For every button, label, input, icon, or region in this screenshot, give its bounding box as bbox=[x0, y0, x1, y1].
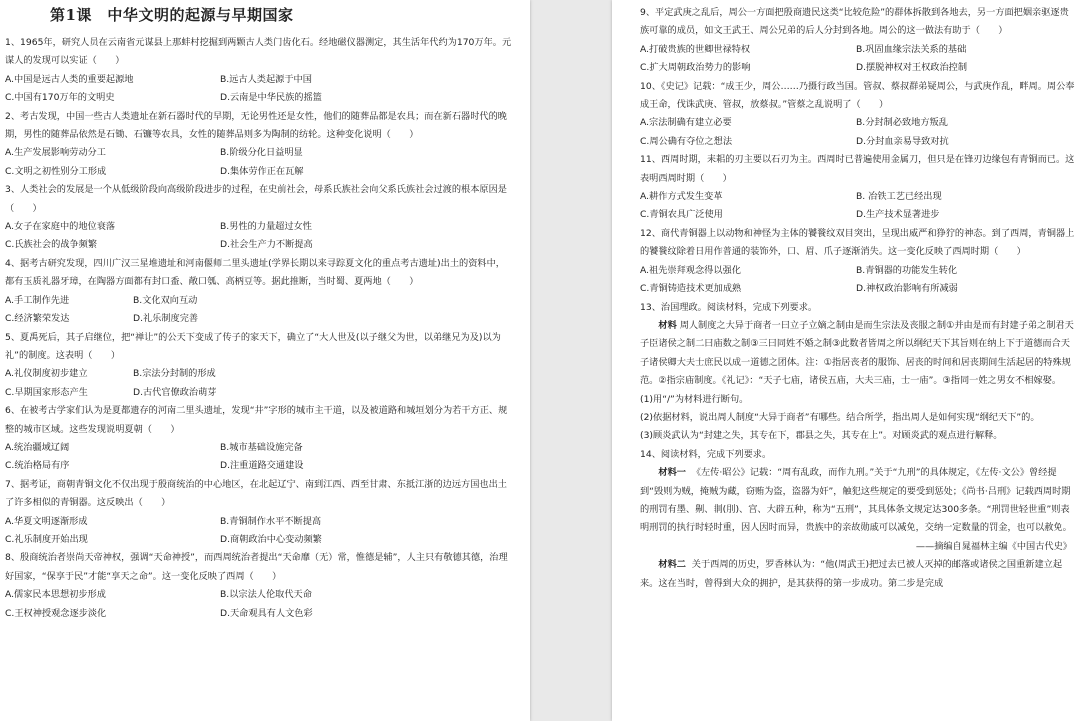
right-page-content bbox=[640, 4, 1076, 593]
question-stem: 9、平定武庚之乱后，周公一方面把殷商遗民这类“比较危险”的群体拆散到各地去，另一方面把姻亲驱逐贵族可靠的成员，如文王武王、周公兄弟的后人分封到各地。周公的这一做法有助于（ ） bbox=[640, 7, 1069, 37]
answer-option[interactable]: A.手工制作先进 bbox=[5, 294, 70, 306]
answer-options bbox=[640, 188, 1076, 225]
answer-option[interactable]: B.以宗法人伦取代天命 bbox=[220, 589, 312, 601]
question-item bbox=[5, 181, 513, 255]
answer-option[interactable]: C.中国有170万年的文明史 bbox=[5, 92, 115, 104]
answer-option[interactable]: B.文化双向互动 bbox=[133, 294, 198, 306]
question-stem: 12、商代青铜器上以动物和神怪为主体的饕餮纹双目突出，呈现出威严和狰狞的神态。到了西周，青铜器上的饕餮纹除着日用作普通的装饰外，口、眉、爪子逐渐消失。这一变化反映了西周时期（ ） bbox=[640, 227, 1075, 258]
material-1-text: 《左传·昭公》记载：“周有乱政，而作九刑。”关于“九刑”的具体规定，《左传·文公》曾经提到“毁则为贼，掩贼为藏，窃贿为盗，盗器为奸”，触犯这些规定的要受到惩处；《尚书·吕刑》记载西周时期的刑罚有墨、劓、剕(刖)、宫、大辟五种，称为“五刑”，其具体条文规定达300多条。“刑罚世轻世重”则表明刑罚的执行时轻时重，因人因时而异，贵族中的亲故勋戚可以减免，交纳一定数量的罚金，也可以赦免。 bbox=[640, 467, 1072, 534]
material-1-citation: ——摘编自晁福林主编《中国古代史》 bbox=[915, 540, 1072, 552]
answer-option[interactable]: B.青铜器的功能发生转化 bbox=[856, 264, 958, 276]
answer-option[interactable]: C.扩大周朝政治势力的影响 bbox=[640, 62, 751, 74]
answer-option[interactable]: A.打破贵族的世卿世禄特权 bbox=[640, 43, 751, 55]
material-2-text: 关于西周的历史，罗香林认为：“他(周武王)把过去已被人灭掉的邮落或诸侯之国重新建立起来。这在当时，曾得到大众的拥护，是其获得的第一步成功。第二步是完成 bbox=[640, 559, 1063, 589]
answer-option[interactable]: A.生产发展影响劳动分工 bbox=[5, 147, 106, 159]
question-13-material bbox=[640, 317, 1076, 391]
answer-option[interactable]: C.统治格局有序 bbox=[5, 460, 70, 472]
answer-option[interactable]: D.分封血亲易导致对抗 bbox=[856, 135, 949, 147]
answer-option[interactable]: A.统治疆域辽阔 bbox=[5, 441, 70, 453]
answer-option[interactable]: D.社会生产力不断提高 bbox=[220, 239, 313, 251]
answer-option[interactable]: D.集体劳作正在瓦解 bbox=[220, 165, 304, 177]
material-text: 周人制度之大异于商者一曰立子立嫡之制由是而生宗法及丧服之制①并由是而有封建子弟之制君天子臣诸侯之制二曰庙数之制③三曰同姓不婚之制③此数者皆周之所以纲纪天下其旨则在纳上下于道德而合天子诸侯卿大夫士庶民以成一道德之团体。注：①指居丧者的服饰、居丧的时间和居丧期间生活起居的特殊规范。②指宗庙制度。《礼记》：“天子七庙，诸侯五庙，大夫三庙，士一庙”。③指同一姓之男女不相嫁娶。 bbox=[640, 319, 1074, 387]
question-stem: 6、在被考古学家们认为是夏都遗存的河南二里头遗址，发现“井”字形的城市主干道，以及被道路和城垣划分为若干方正、规整的城市区域。这些发现说明夏朝（ ） bbox=[5, 405, 508, 435]
question-14 bbox=[640, 446, 1076, 593]
right-question-list bbox=[640, 4, 1076, 299]
answer-option[interactable]: C.礼乐制度开始出现 bbox=[5, 533, 88, 545]
answer-options bbox=[640, 114, 1076, 151]
question-14-material-1 bbox=[640, 464, 1076, 538]
answer-option[interactable]: B.巩固血缘宗法关系的基础 bbox=[856, 43, 967, 55]
question-item bbox=[640, 4, 1076, 78]
answer-option[interactable]: D.商朝政治中心变动频繁 bbox=[220, 533, 322, 545]
question-14-material-2 bbox=[640, 556, 1076, 593]
answer-option[interactable]: A.礼仪制度初步建立 bbox=[5, 368, 88, 380]
answer-option[interactable]: D.礼乐制度完善 bbox=[133, 313, 199, 325]
question-item bbox=[5, 402, 513, 476]
question-item bbox=[5, 329, 513, 403]
answer-option[interactable]: C.经济繁荣发达 bbox=[5, 313, 70, 325]
answer-option[interactable]: A.女子在家庭中的地位衰落 bbox=[5, 221, 116, 233]
answer-option[interactable]: D.神权政治影响有所减弱 bbox=[856, 283, 958, 295]
answer-option[interactable]: B.青铜制作水平不断提高 bbox=[220, 515, 322, 527]
answer-option[interactable]: C.氏族社会的战争频繁 bbox=[5, 239, 98, 251]
question-item bbox=[640, 225, 1076, 299]
question-item bbox=[640, 151, 1076, 225]
question-stem: 2、考古发现，中国一些古人类遗址在新石器时代的早期，无论男性还是女性，他们的随葬品都是农具；而在新石器时代的晚期，男性的随葬品依然是石锄、石镰等农具，女性的随葬品则多为陶制的纺轮。这种变化说明（ ） bbox=[5, 110, 507, 141]
answer-options bbox=[5, 144, 513, 181]
answer-option[interactable]: A.儒家民本思想初步形成 bbox=[5, 589, 106, 601]
question-13-sub-1: (1)用“/”为材料进行断句。 bbox=[640, 393, 749, 405]
question-14-stem: 14、阅读材料，完成下列要求。 bbox=[640, 448, 772, 460]
answer-option[interactable]: B.宗法分封制的形成 bbox=[133, 368, 216, 380]
answer-options bbox=[5, 218, 513, 255]
answer-option[interactable]: B.阶级分化日益明显 bbox=[220, 147, 303, 159]
question-item bbox=[5, 549, 513, 623]
answer-option[interactable]: D.注重道路交通建设 bbox=[220, 460, 304, 472]
answer-options bbox=[5, 292, 513, 329]
answer-options bbox=[5, 71, 513, 108]
answer-option[interactable]: B.男性的力量超过女性 bbox=[220, 221, 312, 233]
answer-option[interactable]: C.青铜农具广泛使用 bbox=[640, 209, 723, 221]
question-stem: 10、《史记》记载：“成王少，周公……乃摄行政当国。管叔、蔡叔群弟疑周公，与武庚作乱，畔周。周公奉成王命，伐诛武庚、管叔，放蔡叔。”管蔡之乱说明了（ ） bbox=[640, 80, 1075, 111]
question-stem: 8、殷商统治者崇尚天帝神权，强调“天命神授”，而西周统治者提出“天命靡（无）常，惟德是辅”，人主只有敬德其德，治理好国家，“保享于民”才能“享天之命”。这一变化反映了西周（ ） bbox=[5, 552, 508, 582]
answer-option[interactable]: C.早期国家形态产生 bbox=[5, 386, 88, 398]
answer-option[interactable]: A.耕作方式发生变革 bbox=[640, 191, 723, 203]
question-item bbox=[640, 78, 1076, 152]
answer-option[interactable]: D.摆脱神权对王权政治控制 bbox=[856, 62, 968, 74]
question-item bbox=[5, 108, 513, 182]
question-stem: 11、西周时期，耒耜的刃主要以石刃为主。西周时已普遍使用金属刀，但只是在锋刃边缘包有青铜而已。这表明西周时期（ ） bbox=[640, 154, 1075, 184]
question-item bbox=[5, 255, 513, 329]
question-item bbox=[5, 34, 513, 108]
answer-option[interactable]: A.华夏文明逐渐形成 bbox=[5, 515, 88, 527]
question-stem: 3、人类社会的发展是一个从低级阶段向高级阶段进步的过程，在史前社会，母系氏族社会向父系氏族社会过渡的根本原因是（ ） bbox=[5, 184, 507, 214]
answer-option[interactable]: C.文明之初性别分工形成 bbox=[5, 165, 107, 177]
material-2-label: 材料二 bbox=[658, 559, 686, 571]
answer-option[interactable]: C.青铜铸造技术更加成熟 bbox=[640, 283, 742, 295]
right-page bbox=[612, 0, 1080, 721]
material-1-label: 材料一 bbox=[658, 467, 686, 479]
question-stem: 7、据考证，商朝青铜文化不仅出现于殷商统治的中心地区，在北起辽宁、南到江西、西至甘肃、东抵江浙的边远方国也出土了许多相似的青铜器。这反映出（ ） bbox=[5, 478, 507, 509]
question-item bbox=[5, 476, 513, 550]
answer-options bbox=[640, 262, 1076, 299]
answer-options bbox=[5, 439, 513, 476]
answer-option[interactable]: D.生产技术显著进步 bbox=[856, 209, 940, 221]
answer-option[interactable]: A.宗法制确有建立必要 bbox=[640, 117, 732, 129]
answer-option[interactable]: C.周公确有夺位之想法 bbox=[640, 135, 733, 147]
left-question-list bbox=[5, 34, 513, 623]
answer-option[interactable]: D.天命观具有人文色彩 bbox=[220, 607, 313, 619]
answer-option[interactable]: C.王权神授观念逐步淡化 bbox=[5, 607, 107, 619]
question-stem: 1、1965年，研究人员在云南省元谋县上那蚌村挖掘到两颗古人类门齿化石。经地磁仪器测定，其生活年代约为170万年。元谋人的发现可以实证（ ） bbox=[5, 37, 512, 67]
question-13-stem: 13、治国理政。阅读材料，完成下列要求。 bbox=[640, 301, 818, 313]
answer-option[interactable]: D.古代官僚政治萌芽 bbox=[133, 386, 217, 398]
question-stem: 4、据考古研究发现，四川广汉三星堆遗址和河南偃师二里头遗址(学界长期以来寻踪夏文化的重点考古遗址)出土的资料中，都有玉质礼器牙璋，在陶器方面都有封口盉、敞口瓠、高柄豆等。据此推断，当时蜀、夏两地（ ） bbox=[5, 257, 505, 288]
answer-option[interactable]: B.城市基础设施完备 bbox=[220, 441, 303, 453]
lesson-title: 第1课 中华文明的起源与早期国家 bbox=[50, 6, 294, 24]
left-page bbox=[0, 0, 530, 721]
question-13-sub-2: (2)依据材料，说出周人制度“大异于商者”有哪些。结合所学，指出周人是如何实现“纲纪天下”的。 bbox=[640, 411, 1040, 423]
material-label: 材料 bbox=[658, 319, 677, 331]
answer-option[interactable]: A.中国是远古人类的重要起源地 bbox=[5, 73, 134, 85]
answer-option[interactable]: B. 冶铁工艺已经出现 bbox=[856, 191, 942, 203]
answer-options bbox=[5, 513, 513, 550]
question-13-sub-3: (3)顾炎武认为“封建之失，其专在下，郡县之失，其专在上”。对顾炎武的观点进行解释。 bbox=[640, 430, 1003, 442]
left-page-content bbox=[5, 4, 513, 623]
answer-option[interactable]: A.祖先崇拜观念得以强化 bbox=[640, 264, 741, 276]
answer-option[interactable]: B.分封制必致地方叛乱 bbox=[856, 117, 948, 129]
question-13 bbox=[640, 299, 1076, 446]
answer-options bbox=[5, 586, 513, 623]
answer-option[interactable]: D.云南是中华民族的摇篮 bbox=[220, 92, 322, 104]
answer-option[interactable]: B.远古人类起源于中国 bbox=[220, 73, 312, 85]
answer-options bbox=[5, 365, 513, 402]
answer-options bbox=[640, 41, 1076, 78]
question-stem: 5、夏禹死后，其子启继位，把“禅让”的公天下变成了传子的家天下，确立了“大人世及(以子继父为世，以弟继兄为及)以为礼”的制度。这表明（ ） bbox=[5, 331, 501, 361]
